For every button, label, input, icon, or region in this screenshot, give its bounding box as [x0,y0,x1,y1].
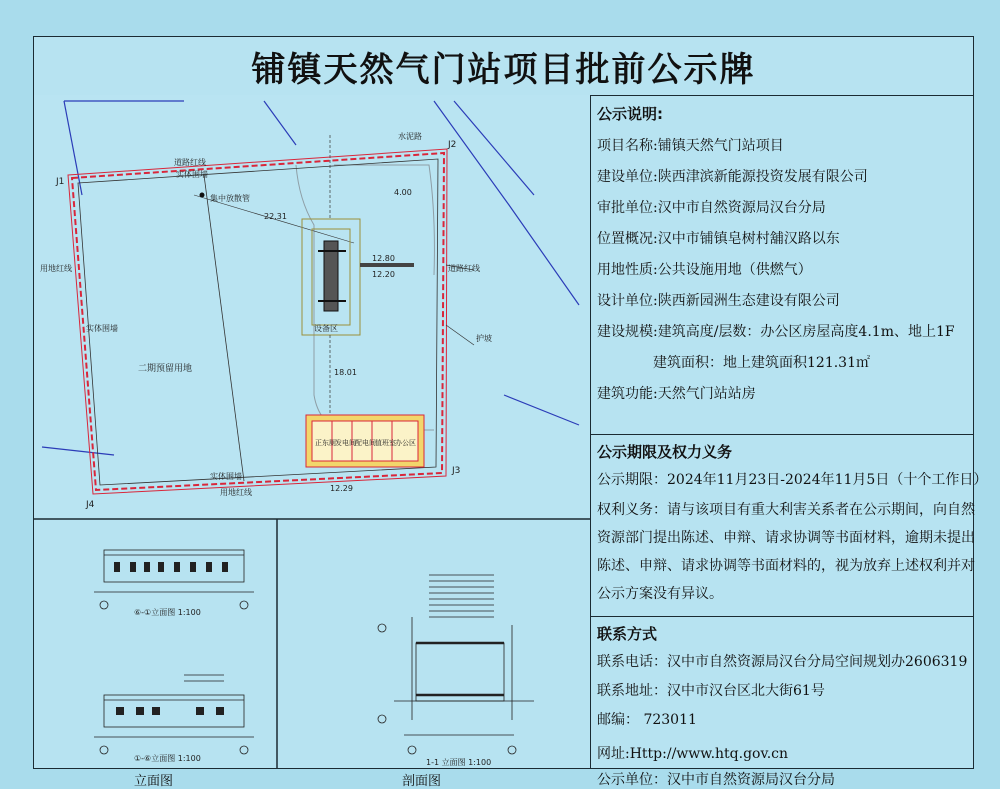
corner-j3: J3 [452,466,461,476]
label-land-line: 用地红线 [40,264,72,273]
section-caption: 1-1 立面图 1:100 [426,758,492,767]
contact-address: 联系地址：汉中市汉台区北大街61号 [597,683,825,699]
notice-item-name: 项目名称:铺镇天然气门站项目 [597,138,784,154]
corner-j4: J4 [86,500,95,510]
label-redline-bottom: 用地红线 [220,488,252,497]
notice-item-approver: 审批单位:汉中市自然资源局汉台分局 [597,200,826,216]
label-collector: 集中放散管 [210,194,250,203]
notice-item-landuse: 用地性质:公共设施用地（供燃气） [597,262,812,278]
elevation-drawing [94,550,254,754]
drawings-panel [34,95,591,789]
dim-6: 12.29 [330,484,353,493]
notice-item-builder: 建设单位:陕西津滨新能源投资发展有限公司 [597,169,868,185]
room-1: 正东厕 [315,439,336,447]
page-title: 铺镇天然气门站项目批前公示牌 [34,37,973,96]
notice-item-function: 建筑功能:天然气门站站房 [597,386,756,402]
period-dates: 公示期限：2024年11月23日-2024年11月5日（十个工作日） [597,472,988,488]
section-label: 剖面图 [402,774,442,789]
dim-1: 22.31 [264,212,287,221]
room-5: 办公区 [395,439,416,447]
room-4: 值班室 [375,439,396,447]
label-wall: 实体围墙 [86,324,118,333]
elevation-label: 立面图 [134,774,174,789]
contact-postcode: 邮编： 723011 [597,712,697,728]
period-heading: 公示期限及权力义务 [597,443,733,461]
label-wall-top: 实体围墙 [176,170,208,179]
notice-item-designer: 设计单位:陕西新园洲生态建设有限公司 [597,293,840,309]
label-cement: 水泥路 [398,132,422,141]
rights-line-3: 陈述、申辩、请求协调等书面材料的，视为放弃上述权利并对 [597,558,975,574]
notice-heading: 公示说明: [597,105,663,123]
drawings-svg [34,95,590,768]
notice-item-area: 建筑面积：地上建筑面积121.31㎡ [653,355,870,371]
contact-phone: 联系电话：汉中市自然资源局汉台分局空间规划办2606319 [597,654,968,670]
contact-heading: 联系方式 [597,625,658,643]
corner-j2: J2 [448,140,457,150]
notice-list [591,135,973,414]
corner-j1: J1 [56,177,65,187]
label-redline-right: 道路红线 [448,264,480,273]
section-drawing [378,575,534,754]
label-wall-bottom: 实体围墙 [210,472,242,481]
elevation-caption-2: ①-⑥立面图 1:100 [134,754,201,763]
label-equipment: 设备区 [314,324,338,333]
label-slope: 护坡 [476,334,492,343]
contact-unit: 公示单位：汉中市自然资源局汉台分局 [597,772,835,788]
room-2: 发电间 [335,439,356,447]
room-3: 配电间 [355,439,376,447]
notice-item-location: 位置概况:汉中市铺镇皂树村舖汉路以东 [597,231,840,247]
elevation-caption-1: ⑥-①立面图 1:100 [134,608,201,617]
contact-website[interactable]: 网址:Http://www.htq.gov.cn [597,746,789,762]
dim-2: 12.80 [372,254,395,263]
dim-4: 18.01 [334,368,357,377]
dim-5: 4.00 [394,188,412,197]
notice-item-scale: 建设规模:建筑高度/层数：办公区房屋高度4.1m、地上1F [597,324,955,340]
rights-text [591,499,973,611]
info-panel [591,95,988,788]
rights-line-2: 资源部门提出陈述、申辩、请求协调等书面材料，逾期未提出 [597,530,975,546]
rights-line-1: 权利义务：请与该项目有重大利害关系者在公示期间，向自然 [597,502,975,518]
rights-line-4: 公示方案没有异议。 [597,586,723,602]
label-reserve: 二期预留用地 [138,364,193,374]
notice-board [33,36,988,789]
label-road-line: 道路红线 [174,158,206,167]
dim-3: 12.20 [372,270,395,279]
